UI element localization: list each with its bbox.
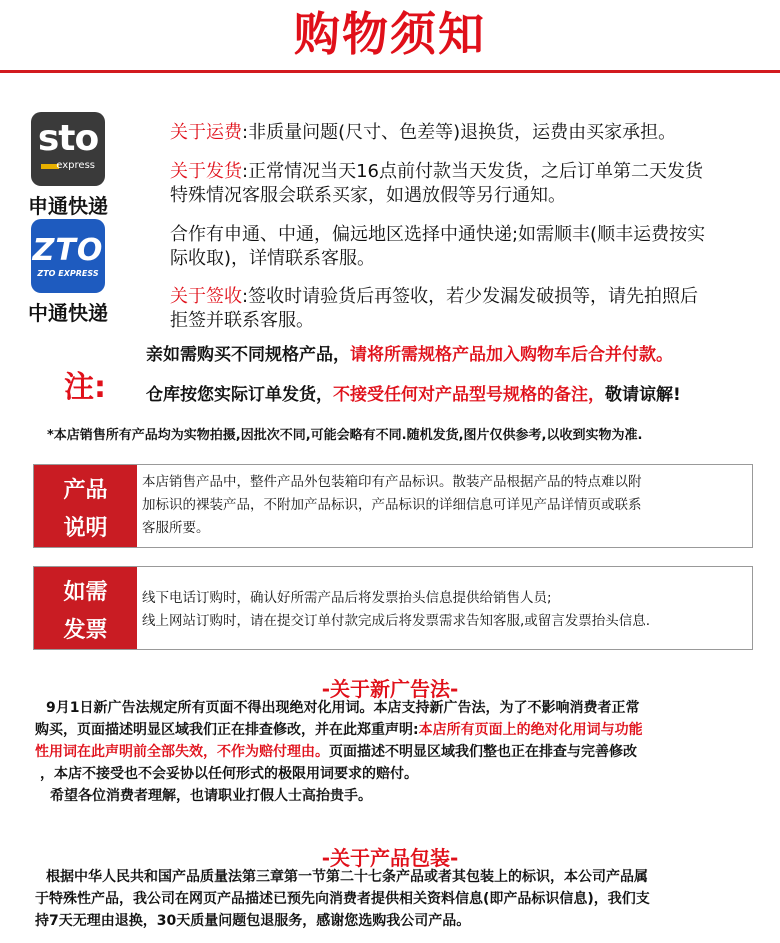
title-divider	[0, 70, 780, 73]
zto-logo	[31, 219, 105, 293]
zto-logo-mark: ZTO	[32, 233, 104, 268]
note-line-1	[146, 343, 673, 367]
ad-law-emphasis: 本店所有页面上的绝对化用词与功能	[418, 722, 643, 738]
invoice-info-text	[142, 587, 747, 633]
note-text: 仓库按您实际订单发货，	[146, 385, 333, 405]
box-line: 线下电话订购时，确认好所需产品后将发票抬头信息提供给销售人员;	[142, 590, 552, 606]
box-line: 线上网站订购时，请在提交订单付款完成后将发票需求告知客服,或留言发票抬头信息.	[142, 613, 651, 629]
rule-delivery	[170, 160, 770, 208]
rule-text: :非质量问题(尺寸、色差等)退换货，运费由买家承担。	[242, 122, 677, 143]
invoice-info-label	[34, 567, 137, 649]
note-text: 敬请谅解!	[605, 385, 681, 405]
packaging-heading: -关于产品包装-	[321, 846, 459, 870]
box-label-line: 发票	[63, 618, 108, 643]
rule-carriers	[170, 223, 770, 271]
box-label-line: 产品	[63, 478, 108, 503]
note-line-2	[146, 383, 681, 407]
box-line: 客服所要。	[142, 520, 210, 536]
ad-law-heading: -关于新广告法-	[321, 677, 459, 701]
rule-text: 合作有申通、中通，偏远地区选择中通快递;如需顺丰(顺丰运费按实	[170, 224, 706, 245]
rule-text: :签收时请验货后再签收，若少发漏发破损等，请先拍照后	[242, 286, 699, 307]
sto-logo-mark: sto	[37, 118, 99, 159]
product-info-label	[34, 465, 137, 547]
rule-label: 关于运费	[170, 122, 242, 143]
sto-logo-sub: express	[56, 160, 95, 171]
sto-logo	[31, 112, 105, 186]
note-emphasis: 请将所需规格产品加入购物车后合并付款。	[350, 345, 673, 365]
rule-signing	[170, 285, 770, 333]
box-label-line: 如需	[63, 580, 108, 605]
ad-law-line-2	[35, 719, 643, 741]
note-text: 亲如需购买不同规格产品，	[146, 345, 350, 365]
ad-law-line-3	[35, 741, 637, 763]
packaging-line-1: 根据中华人民共和国产品质量法第三章第一节第二十七条产品或者其包装上的标识，本公司产品属	[46, 869, 648, 885]
ad-law-text: 页面描述不明显区域我们整也正在排查与完善修改	[329, 744, 637, 760]
rule-label: 关于签收	[170, 286, 242, 307]
box-line: 本店销售产品中，整件产品外包装箱印有产品标识。散装产品根据产品的特点难以附	[142, 474, 642, 490]
sto-caption: 申通快递	[28, 194, 108, 218]
box-line: 加标识的裸装产品，不附加产品标识，产品标识的详细信息可详见产品详情页或联系	[142, 497, 642, 513]
packaging-line-3: 持7天无理由退换，30天质量问题包退服务，感谢您选购我公司产品。	[35, 913, 471, 929]
product-info-text	[142, 471, 747, 540]
page-title: 购物须知	[294, 7, 486, 61]
rule-shipping-fee	[170, 121, 770, 145]
disclaimer: *本店销售所有产品均为实物拍摄,因批次不同,可能会略有不同.随机发货,图片仅供参考,以收到实物为准.	[47, 428, 643, 443]
note-emphasis: 不接受任何对产品型号规格的备注，	[333, 385, 605, 405]
product-info-box	[33, 464, 753, 548]
ad-law-line-4: ，本店不接受也不会妥协以任何形式的极限用词要求的赔付。	[40, 766, 418, 782]
ad-law-line-5: 希望各位消费者理解，也请职业打假人士高抬贵手。	[50, 788, 372, 804]
note-mark: 注:	[64, 370, 106, 405]
packaging-line-2: 于特殊性产品，我公司在网页产品描述已预先向消费者提供相关资料信息(即产品标识信息)，我们支	[35, 891, 650, 907]
rule-text-cont: 际收取)，详情联系客服。	[170, 248, 376, 269]
zto-logo-sub: ZTO EXPRESS	[37, 269, 99, 278]
rule-label: 关于发货	[170, 161, 242, 182]
ad-law-emphasis: 性用词在此声明前全部失效，不作为赔付理由。	[35, 744, 329, 760]
ad-law-text: 购买，页面描述明显区域我们正在排查修改，并在此郑重声明:	[35, 722, 419, 738]
invoice-info-box	[33, 566, 753, 650]
rule-text: :正常情况当天16点前付款当天发货，之后订单第二天发货	[242, 161, 703, 182]
rule-text-cont: 特殊情况客服会联系买家，如遇放假等另行通知。	[170, 185, 566, 206]
rule-text-cont: 拒签并联系客服。	[170, 310, 314, 331]
ad-law-line-1: 9月1日新广告法规定所有页面不得出现绝对化用词。本店支持新广告法，为了不影响消费者正常	[46, 700, 640, 716]
box-label-line: 说明	[63, 516, 108, 541]
zto-caption: 中通快递	[28, 301, 108, 325]
